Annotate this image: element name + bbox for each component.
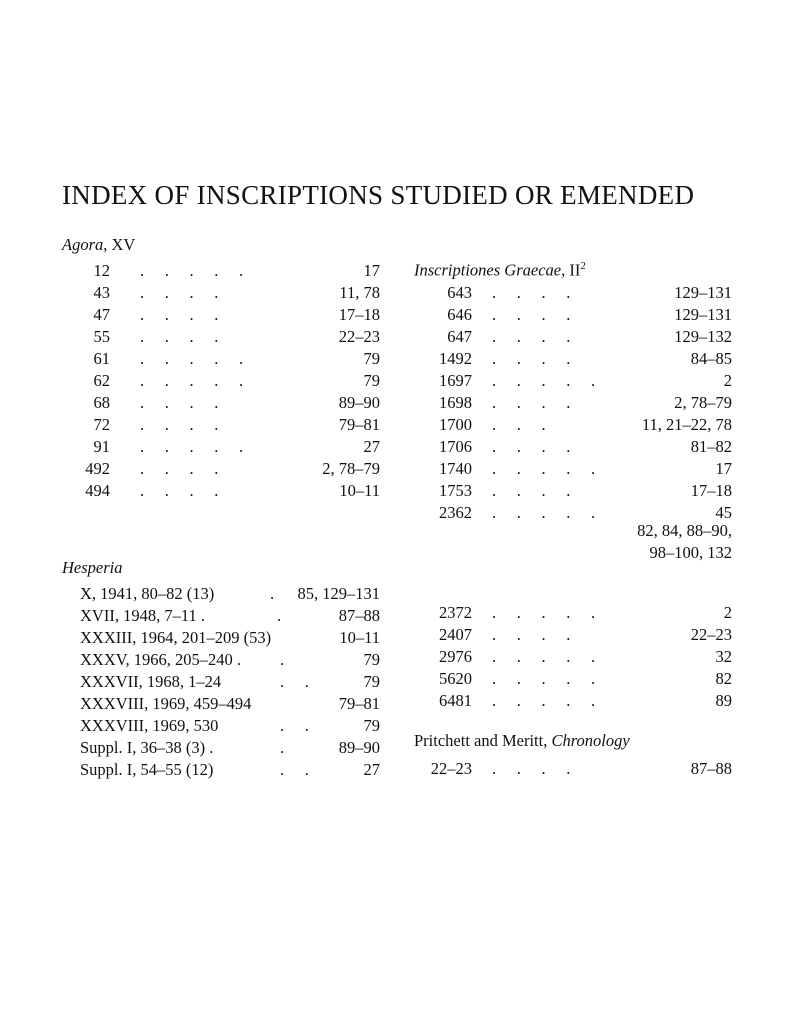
index-entry (62, 583, 380, 605)
entry-number: 43 (93, 283, 110, 302)
index-entry (62, 480, 380, 502)
page-refs: 129–131 (674, 305, 732, 324)
entry-number: 494 (85, 481, 110, 500)
index-entry (62, 436, 380, 458)
leader-dots: . . . . (140, 415, 219, 434)
leader-dots: . . . . . (492, 691, 596, 710)
page-refs: 82 (715, 669, 732, 688)
leader-dots: . . . . . (492, 371, 596, 390)
leader-dots: . . . . (492, 327, 571, 346)
index-entry (414, 304, 732, 326)
page-refs: 79 (363, 672, 380, 691)
entry-reference: XXXV, 1966, 205–240 . (80, 650, 242, 669)
entry-number: 1697 (439, 371, 472, 390)
leader-dots: . . . (492, 415, 546, 434)
index-entry (414, 326, 732, 348)
page-refs: 89 (715, 691, 732, 710)
page-refs: 11, 21–22, 78 (641, 415, 732, 434)
index-entry (62, 392, 380, 414)
entry-number: 12 (93, 261, 110, 280)
leader-dots: . . . . (140, 481, 219, 500)
index-entry (414, 436, 732, 458)
page-refs: 79 (363, 349, 380, 368)
leader-dots: . . . . . (140, 349, 244, 368)
entry-number: 72 (93, 415, 110, 434)
page-refs-continuation: 98–100, 132 (649, 543, 732, 562)
index-entry (414, 668, 732, 690)
entry-number: 47 (93, 305, 110, 324)
entry-number: 643 (447, 283, 472, 302)
index-entry (62, 326, 380, 348)
index-entry (62, 649, 380, 671)
page-refs: 89–90 (338, 393, 380, 412)
page-refs: 11, 78 (339, 283, 380, 302)
page-refs: 2 (723, 371, 732, 390)
leader-dots: . . (280, 672, 309, 691)
agora-heading-italic: Agora (62, 235, 104, 254)
entry-number: 6481 (439, 691, 472, 710)
leader-dots: . (280, 738, 285, 757)
index-entry (62, 458, 380, 480)
entry-number: 1698 (439, 393, 472, 412)
entry-number: 492 (85, 459, 110, 478)
index-entry (414, 624, 732, 646)
agora-list (62, 260, 380, 502)
page-refs: 17–18 (690, 481, 732, 500)
entry-number: 2372 (439, 603, 472, 622)
index-entry (62, 348, 380, 370)
leader-dots: . . . . . (492, 647, 596, 666)
leader-dots: . . . . (140, 459, 219, 478)
pritchett-heading-plain: Pritchett and Meritt, (414, 731, 552, 750)
page-refs: 17 (715, 459, 732, 478)
leader-dots: . . . . (492, 305, 571, 324)
page-refs: 79 (363, 716, 380, 735)
page-refs: 45 (715, 503, 732, 522)
index-entry (62, 715, 380, 737)
page-refs: 2, 78–79 (322, 459, 380, 478)
index-entry (62, 737, 380, 759)
pritchett-heading (414, 731, 630, 751)
index-entry (62, 605, 380, 627)
index-entry (414, 348, 732, 370)
page-refs: 27 (363, 437, 380, 456)
leader-dots: . . . . . (140, 371, 244, 390)
index-entry (414, 392, 732, 414)
leader-dots: . . . . . (492, 669, 596, 688)
entry-number: 5620 (439, 669, 472, 688)
index-entry (414, 646, 732, 668)
entry-number: 1740 (439, 459, 472, 478)
entry-reference: XXXIII, 1964, 201–209 (53) (80, 628, 272, 647)
leader-dots: . . (280, 716, 309, 735)
page-refs: 27 (363, 760, 380, 779)
page-refs: 2, 78–79 (674, 393, 732, 412)
agora-heading (62, 235, 135, 255)
leader-dots: . . (280, 760, 309, 779)
page-refs: 87–88 (338, 606, 380, 625)
page-refs: 84–85 (690, 349, 732, 368)
leader-dots: . . . . (492, 283, 571, 302)
entry-number: 22–23 (430, 759, 472, 778)
page-refs: 129–131 (674, 283, 732, 302)
page-refs: 87–88 (690, 759, 732, 778)
ig-continuation (414, 520, 732, 564)
leader-dots: . . . . . (492, 459, 596, 478)
leader-dots: . . . . (492, 393, 571, 412)
entry-number: 91 (93, 437, 110, 456)
page-refs: 22–23 (338, 327, 380, 346)
leader-dots: . . . . . (140, 261, 244, 280)
entry-reference: XXXVIII, 1969, 530 (80, 716, 219, 735)
hesperia-heading (62, 558, 123, 578)
entry-number: 68 (93, 393, 110, 412)
page-title: INDEX OF INSCRIPTIONS STUDIED OR EMENDED (62, 180, 695, 210)
entry-number: 647 (447, 327, 472, 346)
entry-number: 1492 (439, 349, 472, 368)
index-entry (414, 480, 732, 502)
leader-dots: . . . . (140, 305, 219, 324)
entry-number: 1706 (439, 437, 472, 456)
ig-list (414, 282, 732, 524)
index-entry (414, 282, 732, 304)
hesperia-heading-italic: Hesperia (62, 558, 123, 577)
entry-reference: Suppl. I, 54–55 (12) (80, 760, 214, 779)
index-entry (414, 458, 732, 480)
page-refs: 10–11 (339, 628, 380, 647)
page-refs: 22–23 (690, 625, 732, 644)
entry-number: 61 (93, 349, 110, 368)
entry-reference: Suppl. I, 36–38 (3) . (80, 738, 214, 757)
index-entry (62, 671, 380, 693)
leader-dots: . . . . (492, 625, 571, 644)
entry-number: 2407 (439, 625, 472, 644)
entry-number: 2362 (439, 503, 472, 522)
agora-heading-rest: , XV (103, 235, 136, 254)
page-refs: 89–90 (338, 738, 380, 757)
page-refs: 17 (363, 261, 380, 280)
index-entry (62, 282, 380, 304)
ig-heading (414, 260, 586, 281)
leader-dots: . . . . . (492, 603, 596, 622)
index-entry (62, 370, 380, 392)
leader-dots: . (277, 606, 282, 625)
leader-dots: . . . . (140, 283, 219, 302)
ig-heading-sup: 2 (580, 260, 586, 272)
page-refs: 2 (723, 603, 732, 622)
leader-dots: . . . . (492, 481, 571, 500)
entry-reference: XXXVIII, 1969, 459–494 (80, 694, 252, 713)
ig-list-2 (414, 602, 732, 712)
leader-dots: . . . . (492, 759, 571, 778)
index-entry (414, 758, 732, 780)
index-entry (62, 414, 380, 436)
entry-reference: XXXVII, 1968, 1–24 (80, 672, 222, 691)
index-entry (62, 627, 380, 649)
ig-heading-italic: Inscriptiones Graecae (414, 260, 562, 280)
index-entry (62, 304, 380, 326)
page-refs: 79 (363, 650, 380, 669)
page-refs: 32 (715, 647, 732, 666)
entry-number: 2976 (439, 647, 472, 666)
entry-number: 1700 (439, 415, 472, 434)
entry-number: 62 (93, 371, 110, 390)
index-entry (414, 690, 732, 712)
pritchett-list (414, 758, 732, 780)
entry-reference: X, 1941, 80–82 (13) (80, 584, 215, 603)
page-refs: 10–11 (339, 481, 380, 500)
hesperia-list (62, 583, 380, 781)
leader-dots: . (280, 650, 285, 669)
entry-reference: XVII, 1948, 7–11 . (80, 606, 205, 625)
page-refs: 79–81 (338, 415, 380, 434)
leader-dots: . . . . (140, 393, 219, 412)
leader-dots: . . . . . (140, 437, 244, 456)
page-refs: 81–82 (690, 437, 732, 456)
leader-dots: . . . . (492, 437, 571, 456)
entry-number: 1753 (439, 481, 472, 500)
index-entry (414, 370, 732, 392)
index-entry (62, 759, 380, 781)
leader-dots: . (270, 584, 275, 603)
page-refs: 79 (363, 371, 380, 390)
page-refs: 85, 129–131 (297, 584, 380, 603)
leader-dots: . . . . (492, 349, 571, 368)
leader-dots: . . . . . (492, 503, 596, 522)
index-entry (414, 602, 732, 624)
page-refs-continuation: 82, 84, 88–90, (637, 521, 732, 540)
entry-number: 646 (447, 305, 472, 324)
index-entry (62, 260, 380, 282)
page-refs: 79–81 (338, 694, 380, 713)
leader-dots: . . . . (140, 327, 219, 346)
entry-number: 55 (93, 327, 110, 346)
ig-heading-rest: , II (561, 260, 581, 280)
index-entry (414, 414, 732, 436)
page-refs: 129–132 (674, 327, 732, 346)
index-entry (62, 693, 380, 715)
page-refs: 17–18 (338, 305, 380, 324)
pritchett-heading-italic: Chronology (551, 731, 630, 750)
